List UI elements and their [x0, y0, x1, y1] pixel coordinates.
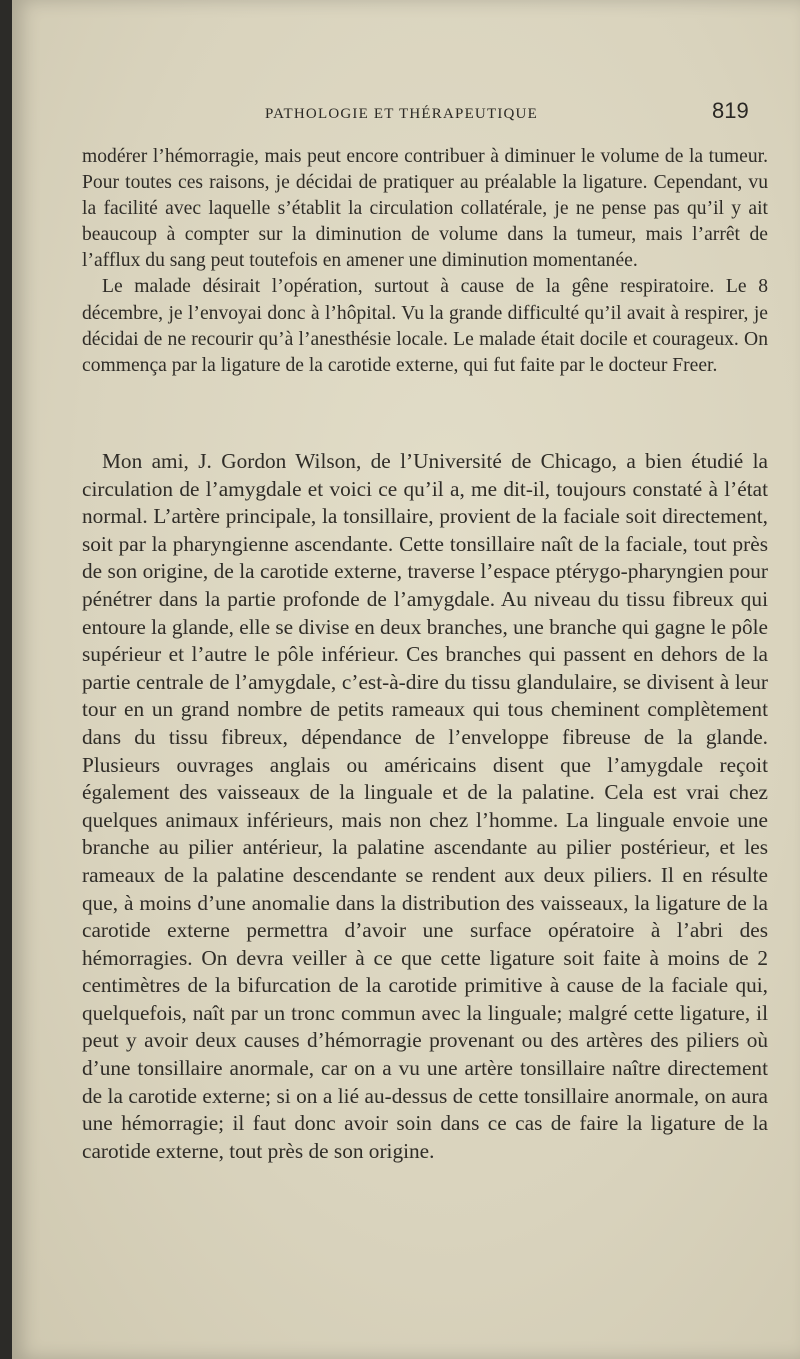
- main-text-section: [82, 448, 768, 1165]
- page-number: 819: [712, 98, 749, 123]
- paragraph-patient-operation: Le malade désirait l’opération, surtout à cause de la gêne respiratoire. Le 8 décembre, je l’envoyai donc à l’hôpital. Vu la grande difficulté qu’il avait à respirer, je décidai de ne recourir qu’à l’anesthésie locale. Le malade était docile et courageux. On commença par la ligature de la carotide externe, qui fut faite par le docteur Freer.: [82, 276, 768, 376]
- paragraph-continued: modérer l’hémorragie, mais peut encore contribuer à diminuer le volume de la tumeur. Pour toutes ces raisons, je décidai de pratiquer au préalable la ligature. Cependant, vu la facilité avec laquelle s’établit la circulation collatérale, je ne pense pas qu’il y ait beaucoup à compter sur la diminution de volume dans la tumeur, mais l’arrêt de l’afflux du sang peut toutefois en amener une diminution momentanée.: [82, 146, 768, 272]
- paragraph-tonsil-circulation: Mon ami, J. Gordon Wilson, de l’Université de Chicago, a bien étudié la circulation de l’amygdale et voici ce qu’il a, me dit-il, toujours constaté à l’état normal. L’artère principale, la tonsillaire, provient de la faciale soit directement, soit par la pharyngienne ascendante. Cette tonsillaire naît de la faciale, tout près de son origine, de la carotide externe, traverse l’espace ptérygo-pharyngien pour pénétrer dans la partie profonde de l’amygdale. Au niveau du tissu fibreux qui entoure la glande, elle se divise en deux branches, une branche qui gagne le pôle supérieur et l’autre le pôle inférieur. Ces branches qui passent en dehors de la partie centrale de l’amygdale, c’est-à-dire du tissu glandulaire, se divisent à leur tour en un grand nombre de petits rameaux qui tous cheminent complètement dans du tissu fibreux, dépendance de l’enveloppe fibreuse de la glande. Plusieurs ouvrages anglais ou américains disent que l’amygdale reçoit également des vaisseaux de la linguale et de la palatine. Cela est vrai chez quelques animaux inférieurs, mais non chez l’homme. La linguale envoie une branche au pilier antérieur, la palatine ascendante au pilier postérieur, et les rameaux de la palatine descendante se rendent aux deux piliers. Il en résulte que, à moins d’une anomalie dans la distribution des vaisseaux, la ligature de la carotide externe permettra d’avoir une surface opératoire à l’abri des hémorragies. On devra veiller à ce que cette ligature soit faite à moins de 2 centimètres de la bifurcation de la carotide primitive à cause de la faciale qui, quelquefois, naît par un tronc commun avec la linguale; malgré cette ligature, il peut y avoir deux causes d’hémorragie provenant ou des artères des piliers où d’une tonsillaire anormale, car on a vu une artère tonsillaire naître directement de la carotide externe; si on a lié au-dessus de cette tonsillaire anormale, on aura une hémorragie; il faut donc avoir soin dans ce cas de faire la ligature de la carotide externe, tout près de son origine.: [82, 449, 768, 1163]
- small-type-section: [82, 144, 768, 379]
- page-header: [12, 98, 800, 130]
- running-title: PATHOLOGIE ET THÉRAPEUTIQUE: [265, 106, 538, 122]
- book-page: [12, 0, 800, 1359]
